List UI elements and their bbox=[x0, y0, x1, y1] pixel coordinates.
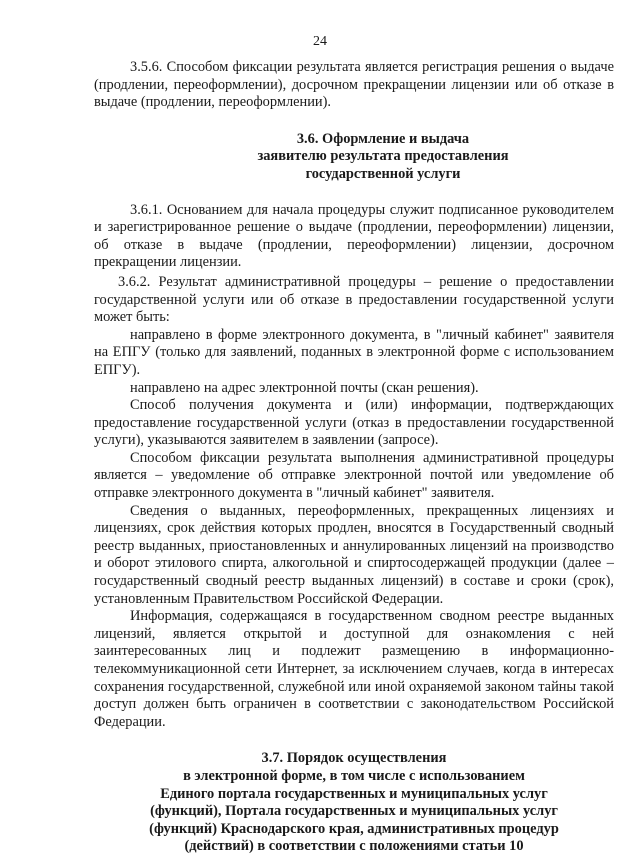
heading-line: в электронной форме, в том числе с использованием bbox=[183, 767, 525, 784]
section-heading-3-7 bbox=[94, 750, 614, 856]
heading-line: 3.7. Порядок осуществления bbox=[261, 750, 447, 767]
paragraph-registry-open: Информация, содержащаяся в государственном сводном реестре выданных лицензий, является открытой и доступной для ознакомления с ней заинтересованных лиц и подлежит размещению в информационно-телекоммуникационной сети Интернет, за исключением случаев, когда в интересах сохранения государственной, служебной или иной охраняемой законом тайны такой доступ должен быть ограничен в соответствии с законодательством Российской Федерации. bbox=[94, 608, 614, 730]
paragraph-epgu: направлено в форме электронного документа, в "личный кабинет" заявителя на ЕПГУ (только для заявлений, поданных в электронной форме с использованием ЕПГУ). bbox=[94, 326, 614, 378]
paragraph-registry-info: Сведения о выданных, переоформленных, прекращенных лицензиях и лицензиях, срок действия которых продлен, вносятся в Государственный сводный реестр выданных, приостановленных и аннулированных лицензий на производство и оборот этилового спирта, алкогольной и спиртосодержащей продукции (далее – государственный сводный реестр выданных лицензий) в составе и сроки (срок), установленным Правительством Российской Федерации. bbox=[94, 502, 614, 607]
paragraph-3-6-2: 3.6.2. Результат административной процедуры – решение о предоставлении государственной услуги или об отказе в предоставлении государственной услуги может быть: bbox=[94, 273, 614, 326]
heading-line: 3.6. Оформление и выдача bbox=[296, 130, 470, 147]
section-heading-3-6 bbox=[94, 131, 614, 184]
paragraph-method: Способ получения документа и (или) информации, подтверждающих предоставление государственной услуги (отказ в предоставлении государственной услуги), указываются заявителем в заявлении (запросе). bbox=[94, 397, 614, 449]
paragraph-3-6-1: 3.6.1. Основанием для начала процедуры служит подписанное руководителем и зарегистрированное решение о выдаче (продлении, переоформлении) лицензии, об отказе в выдаче (продлении, переоформлении) лицензии, досрочном прекращении лицензии. bbox=[94, 201, 614, 271]
heading-line: заявителю результата предоставления bbox=[257, 148, 509, 165]
page-number: 24 bbox=[313, 34, 327, 49]
paragraph-fixation: Способом фиксации результата выполнения административной процедуры является – уведомление об отправке электронной почтой или уведомление об отправке электронного документа в "личный кабинет" заявителя. bbox=[94, 449, 614, 502]
paragraph-3-5-6: 3.5.6. Способом фиксации результата является регистрация решения о выдаче (продлении, переоформлении), досрочном прекращении лицензии или об отказе в выдаче (продлении, переоформлении). bbox=[94, 59, 614, 111]
heading-line: Единого портала государственных и муниципальных услуг bbox=[160, 785, 548, 802]
document-body bbox=[94, 59, 614, 856]
paragraph-email: направлено на адрес электронной почты (скан решения). bbox=[130, 379, 479, 396]
heading-line: (действий) в соответствии с положениями статьи 10 bbox=[184, 838, 524, 855]
heading-line: (функций), Портала государственных и муниципальных услуг bbox=[150, 803, 558, 820]
heading-line: (функций) Краснодарского края, административных процедур bbox=[149, 820, 559, 837]
heading-line: государственной услуги bbox=[305, 165, 461, 182]
